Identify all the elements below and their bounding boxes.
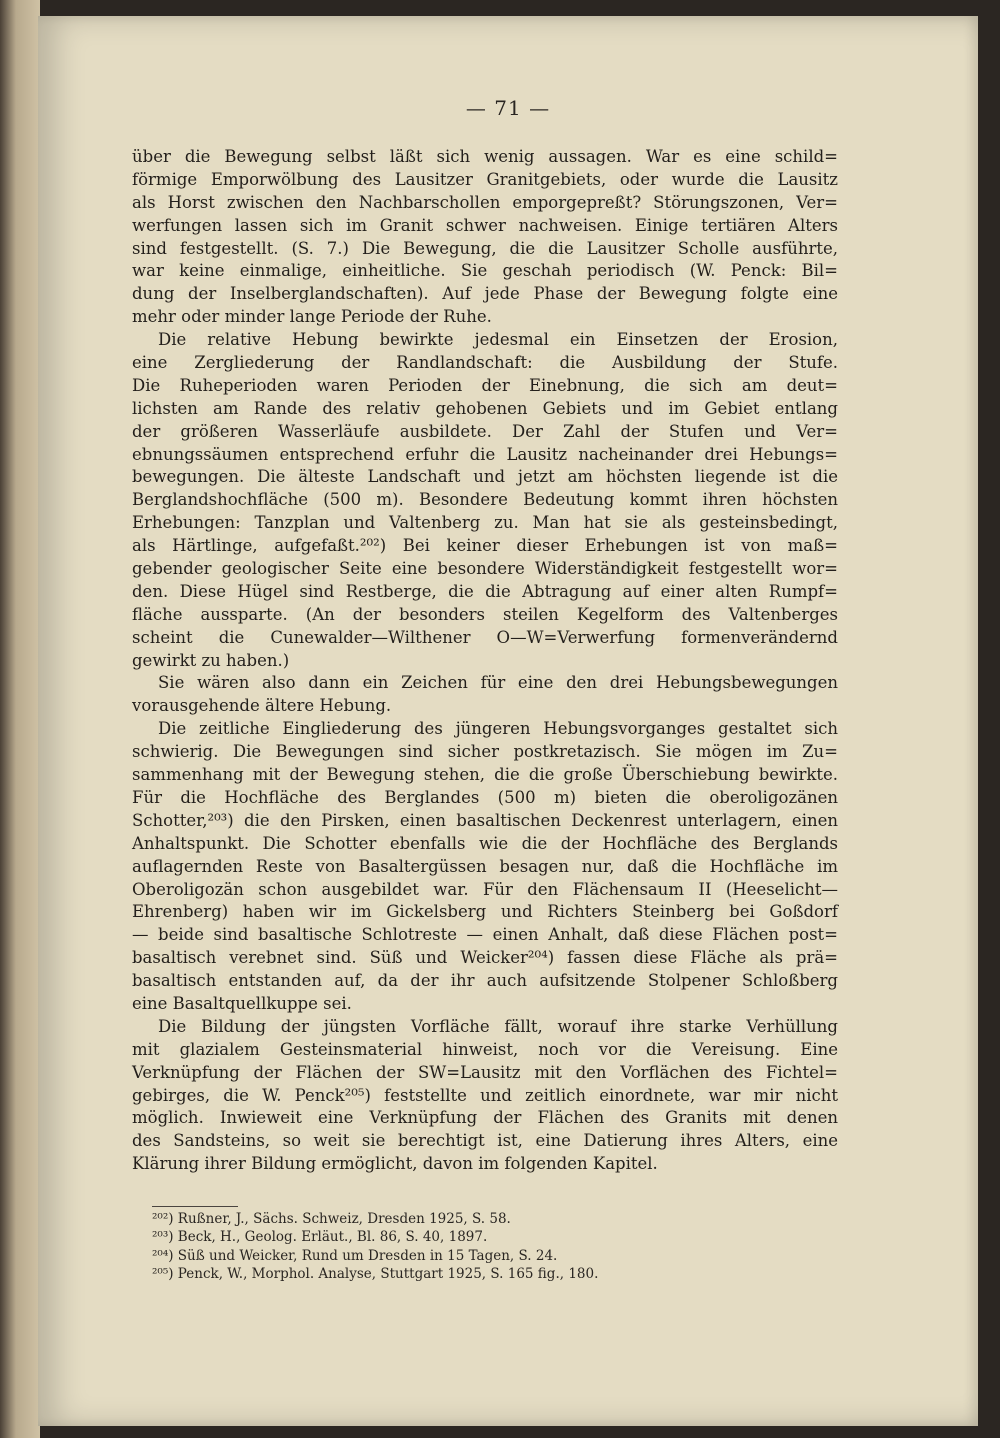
text-line: Verknüpfung der Flächen der SW=Lausitz mit den Vorflächen des Fichtel= [132, 1062, 838, 1082]
text-line: sammenhang mit der Bewegung stehen, die die große Überschiebung bewirkte. [132, 765, 838, 785]
footnote: ²⁰³) Beck, H., Geolog. Erläut., Bl. 86, S. 40, 1897. [152, 1229, 488, 1246]
text-line: Die Ruheperioden waren Perioden der Einebnung, die sich am deut= [132, 375, 838, 395]
text-line: Anhaltspunkt. Die Schotter ebenfalls wie die der Hochfläche des Berglands [132, 833, 838, 853]
text-line: basaltisch verebnet sind. Süß und Weicker²⁰⁴) fassen diese Fläche als prä= [132, 948, 838, 968]
text-line: gewirkt zu haben.) [132, 650, 290, 670]
text-line: förmige Emporwölbung des Lausitzer Granitgebiets, oder wurde die Lausitz [132, 169, 838, 189]
book-page [38, 16, 978, 1426]
text-line: als Härtlinge, aufgefaßt.²⁰²) Bei keiner dieser Erhebungen ist von maß= [132, 536, 838, 556]
text-line: gebirges, die W. Penck²⁰⁵) feststellte und zeitlich einordnete, war mir nicht [132, 1085, 838, 1105]
text-line: scheint die Cunewalder—Wilthener O—W=Verwerfung formenverändernd [132, 627, 838, 647]
text-line: basaltisch entstanden auf, da der ihr auch aufsitzende Stolpener Schloßberg [132, 971, 838, 991]
footnotes [152, 1210, 812, 1283]
text-line: Die relative Hebung bewirkte jedesmal ein Einsetzen der Erosion, [158, 330, 838, 350]
text-line: Erhebungen: Tanzplan und Valtenberg zu. Man hat sie als gesteinsbedingt, [132, 513, 838, 533]
text-line: sind festgestellt. (S. 7.) Die Bewegung, die die Lausitzer Scholle ausführte, [132, 238, 838, 258]
footnote: ²⁰⁵) Penck, W., Morphol. Analyse, Stuttgart 1925, S. 165 fig., 180. [152, 1265, 599, 1282]
text-line: Für die Hochfläche des Berglandes (500 m) bieten die oberoligozänen [132, 787, 838, 807]
text-line: Sie wären also dann ein Zeichen für eine den drei Hebungsbewegungen [158, 673, 838, 693]
text-line: Oberoligozän schon ausgebildet war. Für den Flächensaum II (Heeselicht— [132, 879, 838, 899]
footnote-divider [152, 1206, 238, 1207]
text-line: Die zeitliche Eingliederung des jüngeren Hebungsvorganges gestaltet sich [158, 719, 838, 739]
text-line: fläche aussparte. (An der besonders steilen Kegelform des Valtenberges [132, 604, 838, 624]
text-line: Ehrenberg) haben wir im Gickelsberg und Richters Steinberg bei Goßdorf [132, 902, 838, 922]
text-line: eine Zergliederung der Randlandschaft: die Ausbildung der Stufe. [132, 353, 838, 373]
text-line: schwierig. Die Bewegungen sind sicher postkretazisch. Sie mögen im Zu= [132, 742, 838, 762]
text-line: mit glazialem Gesteinsmaterial hinweist, noch vor die Vereisung. Eine [132, 1039, 838, 1059]
text-line: als Horst zwischen den Nachbarschollen emporgepreßt? Störungszonen, Ver= [132, 192, 838, 212]
text-line: bewegungen. Die älteste Landschaft und jetzt am höchsten liegende ist die [132, 467, 838, 487]
text-line: auflagernden Reste von Basaltergüssen besagen nur, daß die Hochfläche im [132, 856, 838, 876]
text-line: Die Bildung der jüngsten Vorfläche fällt, worauf ihre starke Verhüllung [158, 1016, 838, 1036]
text-line: dung der Inselberglandschaften). Auf jede Phase der Bewegung folgte eine [132, 284, 838, 304]
previous-page-edge [0, 0, 40, 1438]
page-number: — 71 — [465, 96, 551, 120]
text-line: lichsten am Rande des relativ gehobenen Gebiets und im Gebiet entlang [132, 398, 838, 418]
text-line: möglich. Inwieweit eine Verknüpfung der Flächen des Granits mit denen [132, 1108, 838, 1128]
footnote: ²⁰²) Rußner, J., Sächs. Schweiz, Dresden 1925, S. 58. [152, 1211, 511, 1227]
text-line: Berglandshochfläche (500 m). Besondere Bedeutung kommt ihren höchsten [132, 490, 838, 510]
text-line: Klärung ihrer Bildung ermöglicht, davon im folgenden Kapitel. [132, 1154, 658, 1174]
body-text [132, 146, 838, 1176]
text-line: des Sandsteins, so weit sie berechtigt ist, eine Datierung ihres Alters, eine [132, 1131, 838, 1151]
text-line: werfungen lassen sich im Granit schwer nachweisen. Einige tertiären Alters [132, 215, 838, 235]
text-line: den. Diese Hügel sind Restberge, die die Abtragung auf einer alten Rumpf= [132, 581, 838, 601]
footnote: ²⁰⁴) Süß und Weicker, Rund um Dresden in 15 Tagen, S. 24. [152, 1247, 558, 1264]
text-line: ebnungssäumen entsprechend erfuhr die Lausitz nacheinander drei Hebungs= [132, 444, 838, 464]
text-line: Schotter,²⁰³) die den Pirsken, einen basaltischen Deckenrest unterlagern, einen [132, 810, 838, 830]
text-line: — beide sind basaltische Schlotreste — einen Anhalt, daß diese Flächen post= [132, 925, 838, 945]
text-line: gebender geologischer Seite eine besondere Widerständigkeit festgestellt wor= [132, 559, 838, 579]
text-line: war keine einmalige, einheitliche. Sie geschah periodisch (W. Penck: Bil= [132, 261, 838, 281]
text-line: eine Basaltquellkuppe sei. [132, 993, 352, 1013]
text-line: vorausgehende ältere Hebung. [132, 696, 392, 716]
text-line: über die Bewegung selbst läßt sich wenig aussagen. War es eine schild= [132, 147, 838, 166]
text-line: der größeren Wasserläufe ausbildete. Der Zahl der Stufen und Ver= [132, 421, 838, 441]
text-line: mehr oder minder lange Periode der Ruhe. [132, 307, 492, 327]
